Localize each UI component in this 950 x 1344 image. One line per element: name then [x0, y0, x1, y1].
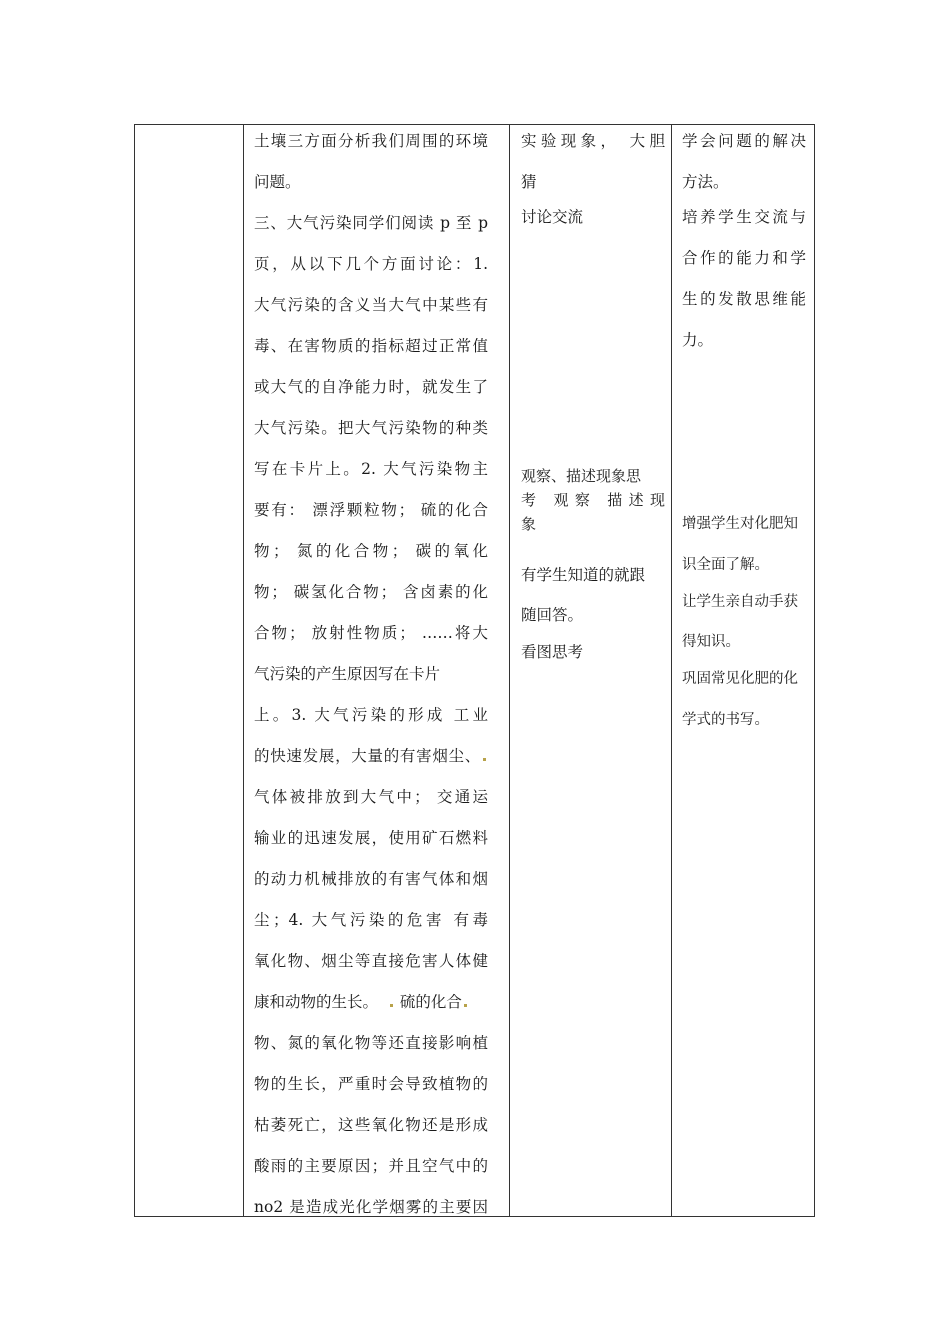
student-line: 考 观察 描述现	[521, 491, 665, 509]
content-line: 酸雨的主要原因；并且空气中的	[254, 1157, 488, 1175]
design-intent-cell	[682, 125, 806, 1216]
content-line: 写在卡片上。2. 大气污染物主	[254, 460, 488, 478]
intent-line: 方法。	[682, 173, 729, 191]
content-line: 三、大气污染同学们阅读 p 至 p	[254, 214, 488, 232]
intent-line: 得知识。	[682, 634, 740, 650]
intent-line: 培养学生交流与	[682, 208, 806, 226]
content-line: 气污染的产生原因写在卡片	[254, 665, 441, 683]
column-divider	[509, 125, 510, 1216]
content-line: 大气污染的含义当大气中某些有	[254, 296, 488, 314]
content-line: 物、氮的氧化物等还直接影响植	[254, 1034, 488, 1052]
content-line: 合物； 放射性物质； ……将大	[254, 624, 488, 642]
intent-line: 学式的书写。	[682, 712, 769, 728]
content-line: 大气污染。把大气污染物的种类	[254, 419, 488, 437]
content-line: 输业的迅速发展，使用矿石燃料	[254, 829, 488, 847]
intent-line: 生的发散思维能	[682, 290, 806, 308]
student-line: 实验现象， 大胆	[521, 132, 665, 150]
content-cell	[254, 121, 488, 1216]
lesson-table	[134, 124, 815, 1217]
content-line: 的动力机械排放的有害气体和烟	[254, 870, 488, 888]
intent-line: 巩固常见化肥的化	[682, 671, 798, 687]
content-line: 页，从以下几个方面讨论：1.	[254, 255, 488, 273]
content-line: 物； 碳氢化合物； 含卤素的化	[254, 583, 488, 601]
student-activity-cell	[521, 125, 665, 1216]
content-line: 土壤三方面分析我们周围的环境	[254, 132, 488, 150]
intent-line: 合作的能力和学	[682, 249, 806, 267]
content-line: 康和动物的生长。 硫的化合	[254, 982, 488, 1023]
column-divider	[671, 125, 672, 1216]
student-line: 随回答。	[521, 606, 584, 624]
intent-line: 让学生亲自动手获	[682, 594, 798, 610]
content-line: 物； 氮的化合物； 碳的氧化	[254, 542, 488, 560]
content-line: 物的生长，严重时会导致植物的	[254, 1075, 488, 1093]
student-line: 观察、描述现象思	[521, 467, 642, 485]
intent-line: 识全面了解。	[682, 557, 769, 573]
content-line: 的快速发展，大量的有害烟尘、	[254, 736, 488, 777]
intent-line: 学会问题的解决	[682, 132, 806, 150]
content-line: no2 是造成光化学烟雾的主要因	[254, 1198, 488, 1216]
student-line: 讨论交流	[521, 208, 584, 226]
student-line: 看图思考	[521, 643, 584, 661]
content-line: 毒、在害物质的指标超过正常值	[254, 337, 488, 355]
content-line: 要有： 漂浮颗粒物； 硫的化合	[254, 501, 488, 519]
student-line: 猜	[521, 173, 537, 191]
content-line: 问题。	[254, 173, 301, 191]
content-line: 气体被排放到大气中； 交通运	[254, 788, 488, 806]
content-line: 氧化物、烟尘等直接危害人体健	[254, 952, 488, 970]
content-line: 尘；4. 大气污染的危害 有毒	[254, 911, 488, 929]
intent-line: 力。	[682, 331, 714, 349]
content-line: 或大气的自净能力时，就发生了	[254, 378, 488, 396]
student-line: 有学生知道的就跟	[521, 566, 646, 584]
content-line: 枯萎死亡，这些氧化物还是形成	[254, 1116, 488, 1134]
stage-cell	[135, 125, 243, 1216]
intent-line: 增强学生对化肥知	[682, 516, 798, 532]
column-divider	[243, 125, 244, 1216]
content-line: 上。3. 大气污染的形成 工业	[254, 706, 488, 724]
student-line: 象	[521, 515, 537, 533]
